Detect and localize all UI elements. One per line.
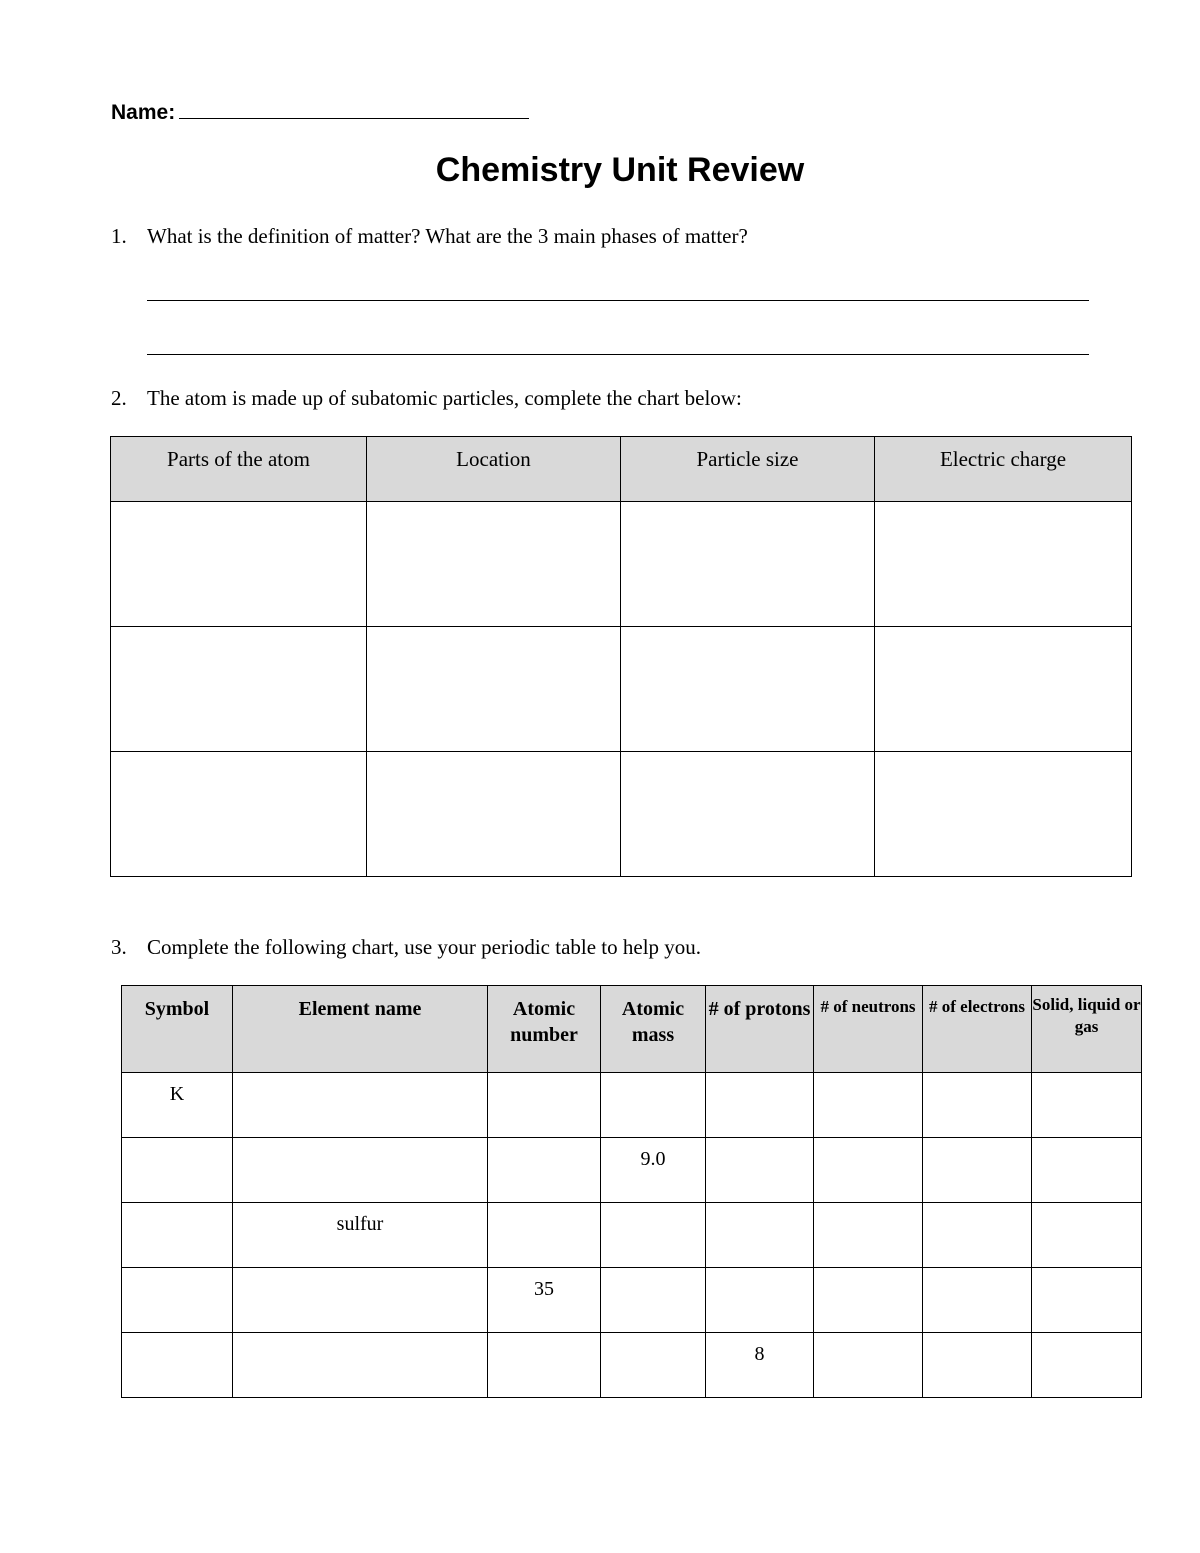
table-cell[interactable] <box>706 1203 814 1268</box>
table-cell[interactable] <box>621 627 875 752</box>
table-cell[interactable] <box>814 1268 923 1333</box>
name-field <box>111 98 529 125</box>
table-row <box>122 1073 1142 1138</box>
table-row <box>122 1203 1142 1268</box>
question-number: 3. <box>111 935 127 959</box>
table-cell[interactable] <box>923 1268 1032 1333</box>
table-cell[interactable] <box>814 1073 923 1138</box>
table-cell[interactable]: 9.0 <box>601 1138 706 1203</box>
table-cell[interactable] <box>923 1138 1032 1203</box>
name-label: Name: <box>111 101 176 124</box>
table-cell[interactable] <box>1032 1333 1142 1398</box>
table-row <box>111 502 1132 627</box>
table-cell[interactable] <box>706 1268 814 1333</box>
table-cell[interactable] <box>233 1073 488 1138</box>
table-cell[interactable] <box>875 752 1132 877</box>
table-cell[interactable] <box>601 1268 706 1333</box>
table-cell[interactable] <box>814 1333 923 1398</box>
table-cell[interactable] <box>1032 1138 1142 1203</box>
table-cell[interactable] <box>814 1138 923 1203</box>
header-electric-charge: Electric charge <box>875 437 1132 502</box>
table-cell[interactable] <box>122 1333 233 1398</box>
page-title: Chemistry Unit Review <box>435 151 805 189</box>
name-blank-line[interactable] <box>179 98 529 119</box>
table-row <box>122 1268 1142 1333</box>
table-cell[interactable] <box>601 1333 706 1398</box>
table-cell[interactable] <box>111 752 367 877</box>
header-atomic-mass: Atomic mass <box>601 986 706 1073</box>
table-cell[interactable] <box>621 502 875 627</box>
table-cell[interactable] <box>122 1268 233 1333</box>
header-atomic-number: Atomic number <box>488 986 601 1073</box>
question-1 <box>111 224 748 249</box>
table-cell[interactable] <box>367 752 621 877</box>
header-location: Location <box>367 437 621 502</box>
table-cell[interactable] <box>488 1333 601 1398</box>
table-cell[interactable]: sulfur <box>233 1203 488 1268</box>
table-cell[interactable] <box>367 502 621 627</box>
table-cell[interactable] <box>923 1333 1032 1398</box>
table-cell[interactable] <box>875 502 1132 627</box>
table-cell[interactable] <box>706 1073 814 1138</box>
table-cell[interactable] <box>122 1203 233 1268</box>
table-cell[interactable] <box>1032 1073 1142 1138</box>
question-text: Complete the following chart, use your periodic table to help you. <box>147 935 702 959</box>
element-table <box>121 985 1142 1398</box>
header-parts-of-atom: Parts of the atom <box>111 437 367 502</box>
table-header-row <box>122 986 1142 1073</box>
header-neutrons: # of neutrons <box>814 986 923 1073</box>
header-electrons: # of electrons <box>923 986 1032 1073</box>
table-header-row <box>111 437 1132 502</box>
table-cell[interactable] <box>601 1073 706 1138</box>
table-row <box>111 627 1132 752</box>
table-cell[interactable] <box>233 1138 488 1203</box>
table-cell[interactable] <box>1032 1203 1142 1268</box>
question-number: 2. <box>111 386 127 410</box>
question-2 <box>111 386 742 411</box>
table-cell[interactable] <box>233 1333 488 1398</box>
question-text: The atom is made up of subatomic particles, complete the chart below: <box>147 386 742 410</box>
table-cell[interactable] <box>122 1138 233 1203</box>
header-element-name: Element name <box>233 986 488 1073</box>
table-cell[interactable] <box>111 502 367 627</box>
table-cell[interactable] <box>621 752 875 877</box>
answer-line-2[interactable] <box>147 354 1089 355</box>
table-cell[interactable] <box>488 1203 601 1268</box>
header-particle-size: Particle size <box>621 437 875 502</box>
table-row <box>122 1333 1142 1398</box>
table-row <box>111 752 1132 877</box>
question-3 <box>111 935 701 960</box>
table-cell[interactable]: 8 <box>706 1333 814 1398</box>
table-cell[interactable] <box>488 1138 601 1203</box>
table-cell[interactable] <box>488 1073 601 1138</box>
table-cell[interactable] <box>814 1203 923 1268</box>
table-cell[interactable] <box>1032 1268 1142 1333</box>
header-protons: # of protons <box>706 986 814 1073</box>
table-cell[interactable] <box>111 627 367 752</box>
table-cell[interactable] <box>923 1203 1032 1268</box>
atom-table <box>110 436 1132 877</box>
table-cell[interactable] <box>367 627 621 752</box>
table-row <box>122 1138 1142 1203</box>
table-cell[interactable] <box>706 1138 814 1203</box>
table-cell[interactable]: 35 <box>488 1268 601 1333</box>
table-cell[interactable] <box>601 1203 706 1268</box>
header-state: Solid, liquid or gas <box>1032 986 1142 1073</box>
question-text: What is the definition of matter? What are the 3 main phases of matter? <box>147 224 748 248</box>
table-cell[interactable] <box>875 627 1132 752</box>
header-symbol: Symbol <box>122 986 233 1073</box>
table-cell[interactable]: K <box>122 1073 233 1138</box>
table-cell[interactable] <box>923 1073 1032 1138</box>
answer-line-1[interactable] <box>147 300 1089 301</box>
table-cell[interactable] <box>233 1268 488 1333</box>
question-number: 1. <box>111 224 127 248</box>
